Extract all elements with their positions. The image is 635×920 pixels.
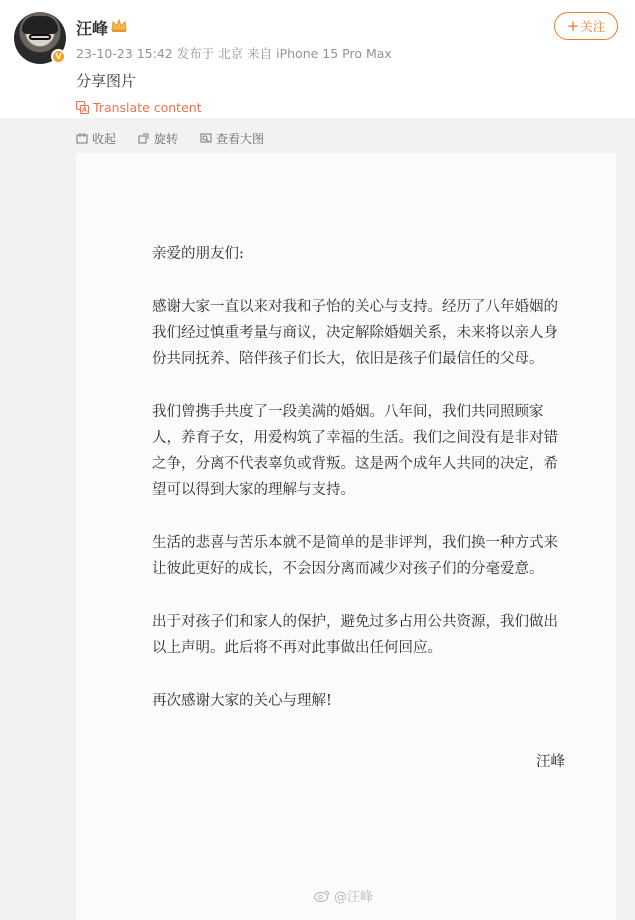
letter-paragraph: 出于对孩子们和家人的保护，避免过多占用公共资源，我们做出以上声明。此后将不再对此事做出任何回应。: [152, 614, 558, 656]
plus-icon: +: [566, 16, 580, 35]
letter-image[interactable]: [76, 153, 616, 920]
translate-label: Translate content: [93, 100, 202, 115]
follow-button[interactable]: [554, 12, 618, 40]
post-meta: 23-10-23 15:42 发布于 北京 来自 iPhone 15 Pro Max: [76, 46, 392, 61]
follow-label: 关注: [580, 19, 606, 34]
letter-paragraph: 生活的悲喜与苦乐本就不是简单的是非评判，我们换一种方式来让彼此更好的成长，不会因分离而减少对孩子们的分毫爱意。: [152, 535, 558, 577]
watermark-text: @汪峰: [334, 890, 374, 905]
image-toolbar: [76, 130, 264, 146]
view-large-label: 查看大图: [216, 131, 265, 146]
letter-paragraph: 再次感谢大家的关心与理解!: [152, 693, 332, 709]
translate-icon: [76, 101, 89, 114]
letter-body: [152, 241, 572, 741]
rotate-button[interactable]: [138, 130, 178, 146]
letter-signature: 汪峰: [536, 754, 565, 770]
image-viewer: [0, 118, 635, 920]
letter-paragraph: 感谢大家一直以来对我和子怡的关心与支持。经历了八年婚姻的我们经过慎重考量与商议，决定解除婚姻关系，未来将以亲人身份共同抚养、陪伴孩子们长大，依旧是孩子们最信任的父母。: [152, 299, 558, 367]
post-text: 分享图片: [76, 72, 137, 90]
username[interactable]: 汪峰: [76, 19, 109, 38]
avatar-glasses: [29, 34, 51, 40]
avatar-hair: [22, 16, 58, 34]
collapse-icon: [76, 132, 88, 144]
translate-link[interactable]: [76, 100, 202, 115]
collapse-label: 收起: [92, 131, 117, 146]
weibo-logo-icon: [314, 889, 330, 902]
verified-badge-icon: V: [51, 49, 66, 64]
letter-greeting: 亲爱的朋友们:: [152, 246, 244, 262]
crown-icon: [110, 17, 128, 33]
weibo-watermark: [314, 886, 373, 905]
rotate-label: 旋转: [154, 131, 179, 146]
collapse-button[interactable]: [76, 130, 116, 146]
view-large-button[interactable]: [200, 130, 264, 146]
rotate-icon: [138, 132, 150, 144]
view-large-icon: [200, 132, 212, 144]
letter-paragraph: 我们曾携手共度了一段美满的婚姻。八年间，我们共同照顾家人，养育子女，用爱构筑了幸福的生活。我们之间没有是非对错之争，分离不代表辜负或背叛。这是两个成年人共同的决定，希望可以得到大家的理解与支持。: [152, 404, 558, 498]
post-header: [0, 0, 635, 118]
